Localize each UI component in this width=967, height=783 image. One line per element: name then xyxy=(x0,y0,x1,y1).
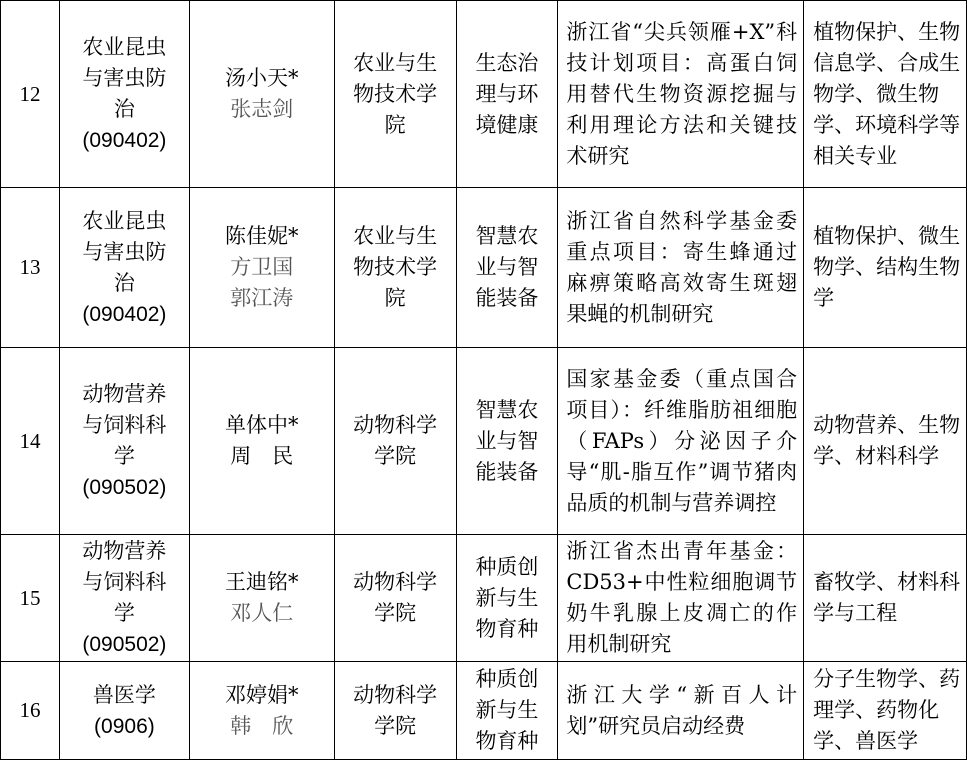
direction-line: 业与智 xyxy=(475,255,539,279)
major-line: 与饲料科 xyxy=(82,570,167,594)
direction-line: 智慧农 xyxy=(475,224,539,248)
project-text: 浙江省杰出青年基金：CD53+中性粒细胞调节奶牛乳腺上皮凋亡的作用机制研究 xyxy=(566,539,798,656)
college-cell xyxy=(334,1,456,188)
background-text: 畜牧学、材料科学与工程 xyxy=(813,570,961,625)
background-cell xyxy=(804,662,967,760)
major-line: 治 xyxy=(113,270,135,295)
project-cell xyxy=(558,188,804,348)
college-cell xyxy=(334,348,456,535)
major-line: 与害虫防 xyxy=(82,66,167,90)
supervisor-name: 郭江涛 xyxy=(230,286,294,310)
supervisor-name: 方卫国 xyxy=(230,255,294,279)
direction-line: 理与环 xyxy=(475,81,539,106)
supervisor-name: 陈佳妮* xyxy=(225,224,299,248)
row-number: 13 xyxy=(1,188,60,348)
table-row xyxy=(1,1,967,188)
supervisor-name: 韩 欣 xyxy=(230,713,294,738)
project-cell xyxy=(558,535,804,662)
major-code: (090502) xyxy=(82,476,167,499)
college-line: 学院 xyxy=(374,601,417,625)
background-text: 动物营养、生物学、材料科学 xyxy=(813,413,961,468)
major-line: 学 xyxy=(113,444,135,468)
background-cell xyxy=(804,348,967,535)
supervisor-cell xyxy=(189,1,334,188)
background-cell xyxy=(804,188,967,348)
major-code: (0906) xyxy=(94,714,155,738)
supervisor-cell xyxy=(189,348,334,535)
project-text: 浙江大学“新百人计划”研究员启动经费 xyxy=(566,682,798,738)
background-cell xyxy=(804,1,967,188)
major-line: 治 xyxy=(113,97,135,121)
major-line: 学 xyxy=(113,601,135,625)
supervisor-cell xyxy=(189,662,334,760)
background-text: 植物保护、微生物学、结构生物学 xyxy=(813,224,961,310)
supervisor-name: 张志剑 xyxy=(230,97,294,121)
college-line: 物技术学 xyxy=(353,81,438,106)
college-line: 学院 xyxy=(374,444,417,468)
college-cell xyxy=(334,535,456,662)
college-line: 院 xyxy=(384,112,406,137)
background-text: 分子生物学、药理学、药物化学、兽医学 xyxy=(813,667,961,753)
row-number: 12 xyxy=(1,1,60,188)
supervisor-cell xyxy=(189,188,334,348)
college-line: 动物科学 xyxy=(353,413,438,437)
college-line: 农业与生 xyxy=(353,224,438,248)
direction-line: 新与生 xyxy=(475,585,539,610)
college-cell xyxy=(334,188,456,348)
supervisor-cell xyxy=(189,535,334,662)
project-text: 浙江省“尖兵领雁+X”科技计划项目：高蛋白饲用替代生物资源挖掘与利用理论方法和关键技术研究 xyxy=(566,19,798,168)
major-line: 农业昆虫 xyxy=(82,35,167,59)
direction-line: 业与智 xyxy=(475,428,539,453)
direction-line: 能装备 xyxy=(475,459,539,484)
supervisor-name: 单体中* xyxy=(225,413,299,437)
supervisor-name: 周 民 xyxy=(230,444,294,468)
direction-line: 能装备 xyxy=(475,286,539,310)
major-line: 动物营养 xyxy=(82,382,167,406)
college-line: 动物科学 xyxy=(353,682,438,707)
direction-cell xyxy=(456,1,558,188)
major-line: 与饲料科 xyxy=(82,413,167,437)
project-text: 浙江省自然科学基金委重点项目：寄生蜂通过麻痹策略高效寄生斑翅果蝇的机制研究 xyxy=(566,208,798,326)
background-text: 植物保护、生物信息学、合成生物学、微生物学、环境科学等相关专业 xyxy=(813,19,961,168)
major-line: 动物营养 xyxy=(82,539,167,563)
project-cell xyxy=(558,348,804,535)
direction-line: 智慧农 xyxy=(475,397,539,422)
table-row xyxy=(1,662,967,760)
row-number: 16 xyxy=(1,662,60,760)
table-row xyxy=(1,188,967,348)
background-cell xyxy=(804,535,967,662)
major-cell xyxy=(59,348,189,535)
direction-line: 种质创 xyxy=(475,667,539,691)
table-row xyxy=(1,348,967,535)
supervisor-name: 汤小天* xyxy=(225,66,299,90)
row-number: 15 xyxy=(1,535,60,662)
college-line: 院 xyxy=(384,286,406,310)
major-code: (090502) xyxy=(82,633,167,656)
supervisor-name: 邓人仁 xyxy=(230,601,294,625)
major-cell xyxy=(59,662,189,760)
major-code: (090402) xyxy=(82,302,167,326)
row-number: 14 xyxy=(1,348,60,535)
major-line: 兽医学 xyxy=(92,682,156,707)
direction-line: 物育种 xyxy=(475,729,539,753)
major-code: (090402) xyxy=(82,129,167,152)
direction-line: 新与生 xyxy=(475,698,539,722)
project-text: 国家基金委（重点国合项目）：纤维脂肪祖细胞（FAPs）分泌因子介导“肌-脂互作”调节猪肉品质的机制与营养调控 xyxy=(566,366,798,515)
major-line: 与害虫防 xyxy=(82,239,167,264)
college-line: 动物科学 xyxy=(353,570,438,594)
direction-cell xyxy=(456,535,558,662)
table-row xyxy=(1,535,967,662)
college-cell xyxy=(334,662,456,760)
project-cell xyxy=(558,1,804,188)
direction-line: 种质创 xyxy=(475,554,539,579)
direction-line: 生态治 xyxy=(475,50,539,75)
college-line: 学院 xyxy=(374,713,417,738)
project-cell xyxy=(558,662,804,760)
direction-line: 境健康 xyxy=(475,112,539,137)
supervisor-name: 王迪铭* xyxy=(225,570,299,594)
major-cell xyxy=(59,188,189,348)
direction-cell xyxy=(456,662,558,760)
direction-cell xyxy=(456,188,558,348)
college-line: 物技术学 xyxy=(353,255,438,279)
supervisor-name: 邓婷娟* xyxy=(225,682,299,707)
major-cell xyxy=(59,1,189,188)
major-line: 农业昆虫 xyxy=(82,208,167,233)
major-cell xyxy=(59,535,189,662)
college-line: 农业与生 xyxy=(353,50,438,75)
direction-line: 物育种 xyxy=(475,616,539,641)
direction-cell xyxy=(456,348,558,535)
